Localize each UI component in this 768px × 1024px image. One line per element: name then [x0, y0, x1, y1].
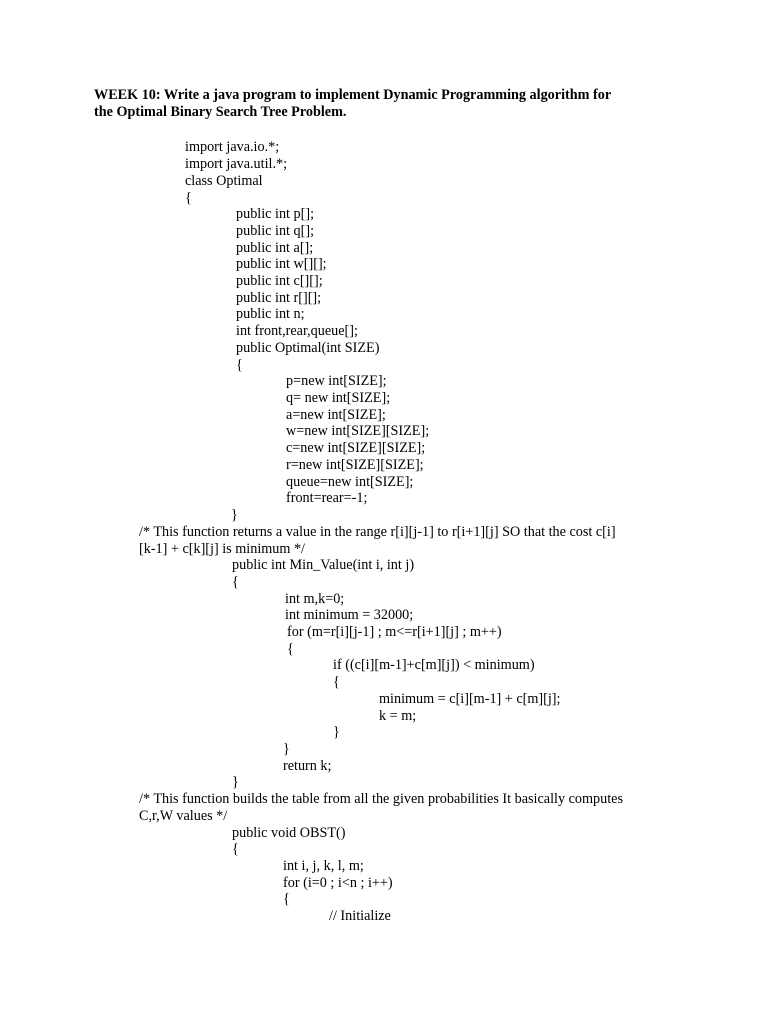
assignment-heading: [94, 87, 694, 121]
code-line: if ((c[i][m-1]+c[m][j]) < minimum): [333, 657, 535, 673]
heading-line-1: WEEK 10: Write a java program to implement Dynamic Programming algorithm for: [94, 87, 612, 103]
code-line: public Optimal(int SIZE): [236, 340, 380, 356]
code-line: a=new int[SIZE];: [286, 407, 386, 423]
code-line: }: [231, 507, 238, 523]
code-line: {: [236, 357, 243, 373]
code-line: {: [333, 674, 340, 690]
code-line: public int w[][];: [236, 256, 327, 272]
code-line: {: [287, 641, 294, 657]
code-line: }: [333, 724, 340, 740]
code-line: class Optimal: [185, 173, 263, 189]
code-line: public int p[];: [236, 206, 315, 222]
code-line: public int n;: [236, 306, 305, 322]
code-line: {: [283, 891, 290, 907]
code-line: {: [232, 574, 239, 590]
code-line: minimum = c[i][m-1] + c[m][j];: [379, 691, 561, 707]
code-comment: /* This function builds the table from all the given probabilities It basically computes: [139, 791, 623, 807]
code-line: {: [185, 190, 192, 206]
code-line: }: [232, 774, 239, 790]
code-line: public int r[][];: [236, 290, 322, 306]
code-line: q= new int[SIZE];: [286, 390, 391, 406]
code-line: public int c[][];: [236, 273, 323, 289]
code-line: p=new int[SIZE];: [286, 373, 387, 389]
code-line: int minimum = 32000;: [285, 607, 414, 623]
code-line: }: [283, 741, 290, 757]
code-line: import java.io.*;: [185, 139, 280, 155]
code-line: public void OBST(): [232, 825, 346, 841]
code-line: front=rear=-1;: [286, 490, 368, 506]
code-line: r=new int[SIZE][SIZE];: [286, 457, 424, 473]
heading-line-2: the Optimal Binary Search Tree Problem.: [94, 104, 347, 120]
code-line: int i, j, k, l, m;: [283, 858, 364, 874]
code-line: import java.util.*;: [185, 156, 288, 172]
code-comment: [k-1] + c[k][j] is minimum */: [139, 541, 306, 557]
code-comment: C,r,W values */: [139, 808, 228, 824]
code-line: k = m;: [379, 708, 417, 724]
code-line: public int a[];: [236, 240, 314, 256]
code-line: return k;: [283, 758, 332, 774]
code-line: int m,k=0;: [285, 591, 345, 607]
code-line: int front,rear,queue[];: [236, 323, 358, 339]
code-line: queue=new int[SIZE];: [286, 474, 414, 490]
code-line: {: [232, 841, 239, 857]
code-line: w=new int[SIZE][SIZE];: [286, 423, 430, 439]
code-line: for (m=r[i][j-1] ; m<=r[i+1][j] ; m++): [287, 624, 502, 640]
code-line: for (i=0 ; i<n ; i++): [283, 875, 393, 891]
code-line: public int Min_Value(int i, int j): [232, 557, 415, 573]
code-comment: /* This function returns a value in the range r[i][j-1] to r[i+1][j] SO that the cost c[i]: [139, 524, 616, 540]
code-comment: // Initialize: [329, 908, 391, 924]
code-line: c=new int[SIZE][SIZE];: [286, 440, 426, 456]
code-line: public int q[];: [236, 223, 315, 239]
